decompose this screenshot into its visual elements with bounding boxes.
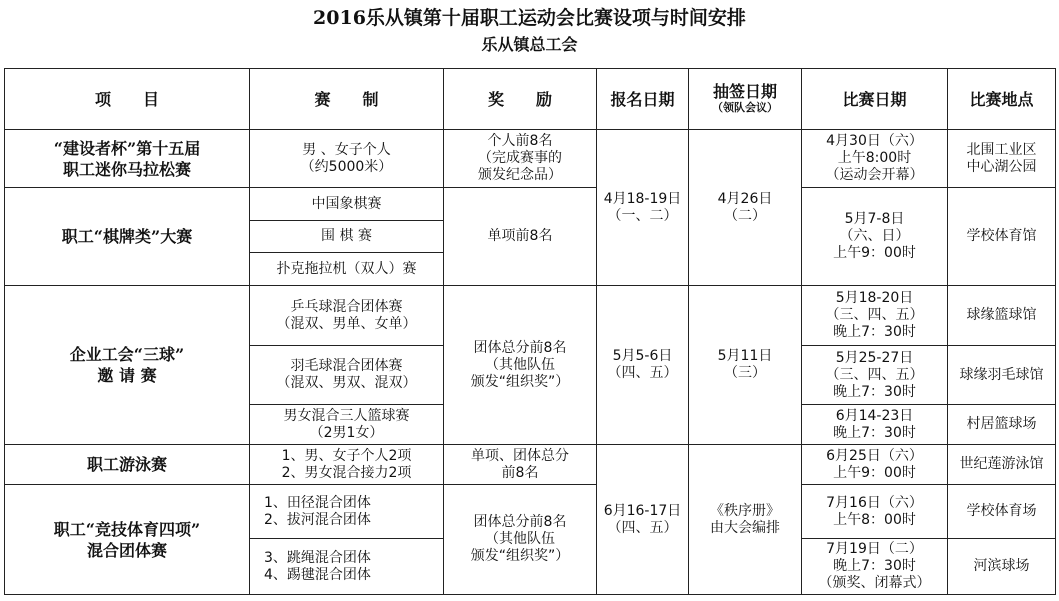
format-text: 乒乓球混合团体赛 [290, 298, 403, 315]
date-text: 5月18-20日 [835, 290, 914, 306]
project-cell [5, 130, 250, 188]
date-text: 5月25-27日 [835, 349, 914, 366]
venue-cell: 学校体育馆 [948, 188, 1056, 286]
award-text: 颁发纪念品） [478, 167, 562, 183]
award-text: 前8名 [501, 464, 539, 481]
registration-text: 5月5-6日 [612, 348, 673, 364]
project-cell: 职工“棋牌类”大赛 [5, 188, 250, 286]
project-cell [5, 485, 250, 595]
draw-text: （三） [724, 365, 766, 381]
draw-text: （二） [724, 207, 766, 224]
format-text: 2、男女混合接力2项 [281, 464, 412, 481]
format-cell: 扑克拖拉机（双人）赛 [250, 253, 444, 286]
registration-text: （一、二） [607, 207, 678, 224]
venue-cell [948, 130, 1056, 188]
date-text: 6月25日（六） [826, 447, 923, 464]
date-text: 上午8：00时 [833, 511, 916, 528]
match-date-cell [802, 130, 948, 188]
date-text: 5月7-8日 [844, 211, 905, 227]
table-row [5, 130, 1056, 188]
match-date-cell [802, 346, 948, 405]
award-cell [444, 130, 597, 188]
match-date-cell [802, 286, 948, 346]
header-registration: 报名日期 [597, 69, 689, 130]
award-text: 颁发“组织奖”） [470, 548, 570, 564]
format-text: （约5000米） [300, 158, 393, 175]
date-text: 晚上7：30时 [833, 558, 916, 574]
project-text: 职工迷你马拉松赛 [62, 159, 191, 179]
award-cell: 单项前8名 [444, 188, 597, 286]
award-text: 颁发“组织奖”） [470, 373, 570, 390]
registration-cell [597, 286, 689, 445]
date-text: 7月19日（二） [826, 541, 923, 557]
format-text: 2、拔河混合团体 [264, 511, 371, 528]
header-draw [689, 69, 802, 130]
table-row [5, 188, 1056, 221]
date-text: 6月14-23日 [835, 407, 914, 424]
project-cell [5, 286, 250, 445]
venue-cell: 球缘羽毛球馆 [948, 346, 1056, 405]
format-cell: 围 棋 赛 [250, 221, 444, 253]
match-date-cell [802, 405, 948, 445]
date-text: （三、四、五） [825, 366, 924, 383]
project-text: 职工“竞技体育四项” [53, 519, 201, 539]
header-format: 赛 制 [250, 69, 444, 130]
date-text: （三、四、五） [825, 307, 924, 323]
draw-cell [689, 130, 802, 286]
venue-text: 中心湖公园 [966, 158, 1037, 175]
venue-cell: 河滨球场 [948, 539, 1056, 595]
document-title: 2016乐从镇第十届职工运动会比赛设项与时间安排 [313, 7, 746, 29]
date-text: 上午9：00时 [833, 245, 916, 261]
date-text: 晚上7：30时 [833, 424, 916, 441]
draw-cell [689, 286, 802, 445]
venue-text: 北围工业区 [966, 141, 1037, 158]
format-text: （混双、男双、混双） [276, 375, 417, 391]
project-text: 企业工会“三球” [69, 345, 185, 364]
format-cell [250, 346, 444, 405]
header-row [5, 69, 1056, 130]
header-venue: 比赛地点 [948, 69, 1056, 130]
date-text: （运动会开幕） [825, 167, 924, 183]
format-text: （混双、男单、女单） [276, 315, 417, 332]
draw-text: 4月26日 [717, 190, 773, 207]
date-text: 上午9：00时 [833, 464, 916, 481]
table-row [5, 445, 1056, 485]
match-date-cell [802, 539, 948, 595]
date-text: 4月30日（六） [826, 133, 923, 149]
registration-cell [597, 130, 689, 286]
award-cell [444, 445, 597, 485]
date-text: （颁奖、闭幕式） [818, 575, 931, 591]
format-text: 4、踢毽混合团体 [264, 566, 371, 583]
header-match-date: 比赛日期 [802, 69, 948, 130]
header-draw-label: 抽签日期 [712, 81, 777, 101]
format-cell: 中国象棋赛 [250, 188, 444, 221]
format-text: 3、跳绳混合团体 [264, 549, 371, 566]
award-text: （其他队伍 [485, 356, 555, 373]
header-award: 奖 励 [444, 69, 597, 130]
date-text: 晚上7：30时 [833, 324, 916, 340]
venue-cell: 世纪莲游泳馆 [948, 445, 1056, 485]
draw-text: 5月11日 [717, 348, 773, 364]
format-text: （2男1女） [309, 424, 384, 441]
registration-cell [597, 445, 689, 595]
project-cell: 职工游泳赛 [5, 445, 250, 485]
venue-cell: 学校体育场 [948, 485, 1056, 539]
venue-cell: 球缘篮球馆 [948, 286, 1056, 346]
format-cell [250, 130, 444, 188]
format-text: 男女混合三人篮球赛 [283, 407, 410, 424]
table-row [5, 286, 1056, 346]
format-text: 1、男、女子个人2项 [281, 447, 412, 464]
registration-text: 4月18-19日 [603, 190, 682, 207]
match-date-cell [802, 188, 948, 286]
draw-cell [689, 445, 802, 595]
registration-text: （四、五） [607, 365, 678, 381]
format-cell [250, 286, 444, 346]
award-text: （完成赛事的 [478, 150, 562, 166]
award-cell [444, 485, 597, 595]
registration-text: 6月16-17日 [603, 502, 682, 519]
header-draw-note: （领队会议） [712, 100, 778, 114]
format-cell [250, 445, 444, 485]
award-text: 个人前8名 [487, 133, 553, 149]
header-project: 项 目 [5, 69, 250, 130]
date-text: 上午8:00时 [837, 150, 912, 166]
format-text: 羽毛球混合团体赛 [290, 358, 403, 374]
project-text: “建设者杯”第十五届 [53, 138, 201, 158]
date-text: （六、日） [839, 228, 910, 244]
schedule-table [4, 68, 1056, 595]
format-text: 男 、女子个人 [302, 141, 391, 158]
match-date-cell [802, 445, 948, 485]
table-row [5, 485, 1056, 539]
project-text: 混合团体赛 [86, 540, 167, 560]
venue-cell: 村居篮球场 [948, 405, 1056, 445]
format-cell [250, 485, 444, 539]
match-date-cell [802, 485, 948, 539]
award-text: 团体总分前8名 [473, 514, 567, 530]
project-text: 邀 请 赛 [97, 366, 157, 385]
award-text: 团体总分前8名 [473, 339, 567, 356]
award-cell [444, 286, 597, 445]
format-text: 1、田径混合团体 [264, 494, 371, 511]
draw-text: 《秩序册》 [710, 502, 780, 519]
format-cell [250, 405, 444, 445]
registration-text: （四、五） [607, 519, 678, 536]
award-text: 单项、团体总分 [471, 447, 569, 464]
format-cell [250, 539, 444, 595]
date-text: 晚上7：30时 [833, 383, 916, 400]
award-text: （其他队伍 [485, 531, 555, 547]
document-subtitle: 乐从镇总工会 [481, 35, 578, 54]
draw-text: 由大会编排 [710, 519, 780, 536]
date-text: 7月16日（六） [826, 494, 923, 511]
